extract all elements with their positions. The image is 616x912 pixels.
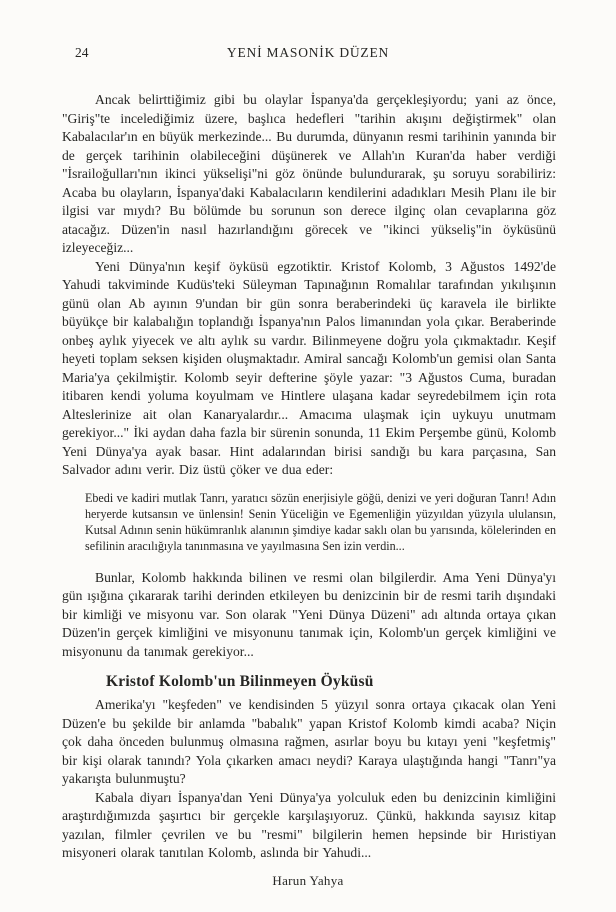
page-header: [0, 45, 616, 65]
page-number: 24: [75, 45, 89, 60]
paragraph-intro-2: Yeni Dünya'nın keşif öyküsü egzotiktir. Kristof Kolomb, 3 Ağustos 1492'de Yahudi takviminde Kudüs'teki Süleyman Tapınağının Romalılar tarafından yıkılışının günü olan Ab ayının 9'undan bir gün sonra beraberindeki üç karavela ile birlikte büyükçe bir kalabalığın toplandığı İspanya'nın Palos limanından yola çıkar. Beraberinde onbeş aylık yiyecek ve altı aylık su vardır. Bilinmeyene doğru yola çıkmaktadır. Keşif heyeti toplam seksen kişiden oluşmaktadır. Amiral sancağı Kolomb'un gemisi olan Santa Maria'ya çekilmiştir. Kolomb seyir defterine şöyle yazar: "3 Ağustos Cuma, buradan itibaren kendi yoluma koyulmam ve Hintlere ulaşana kadar seyredebilmem için rota Alteslerinize ait olan Kanaryalardır... Amacıma ulaşmak için uykuyu unutmam gerekiyor..." İki aydan daha fazla bir sürenin sonunda, 11 Ekim Perşembe günü, Kolomb Yeni Dünya'ya ayak basar. Hint adalarından birisi sandığı bu kara parçasına, San Salvador adını verir. Diz üstü çöker ve dua eder:: [62, 258, 556, 477]
running-title: YENİ MASONİK DÜZEN: [226, 45, 390, 60]
body-text-column: [62, 91, 556, 863]
section-heading: Kristof Kolomb'un Bilinmeyen Öyküsü: [106, 673, 374, 691]
footer-author: Harun Yahya: [272, 873, 344, 888]
paragraph-intro-1: Ancak belirttiğimiz gibi bu olaylar İspanya'da gerçekleşiyordu; yani az önce, "Giriş"te incelediğimiz üzere, başlıca hedefleri "tarihin akışını değiştirmek" olan Kabalacılar'ın en büyük merkezinde... Bu durumda, dünyanın resmi tarihinin yanında bir de gerçek tarihinin olabileceğini düşünerek ve Allah'ın Kuran'da haber verdiği "İsrailoğulları'nın ikinci yükselişi"ni göz önünde bulundurarak, şu soruyu sorabiliriz: Acaba bu olayların, İspanya'daki Kabalacıların kendilerini adadıkları Mesih Planı ile bir ilgisi var mıydı? Bu bölümde bu sorunun son derece ilginç olan cevaplarına göz atacağız. Düzen'in nasıl hazırlandığını görecek ve "ikinci yükseliş"in öyküsünü izleyeceğiz...: [62, 92, 556, 255]
prayer-blockquote: Ebedi ve kadiri mutlak Tanrı, yaratıcı sözün enerjisiyle göğü, denizi ve yeri doğuran Tanrı! Adın heryerde kutsansın ve ünlensin! Senin Yüceliğin ve Egemenliğin yüzyıldan yüzyıla ululansın, Kutsal Adının senin hükümranlık alanının şimdiye kadar saklı olan bu yarısında, kölelerinden en sefilinin aracılığıyla tanınmasına ve yayılmasına Sen izin verdin...: [85, 490, 556, 553]
section-paragraph-2: Kabala diyarı İspanya'dan Yeni Dünya'ya yolculuk eden bu denizcinin kimliğini araştırdığımızda şaşırtıcı bir gerçekle karşılaşıyoruz. Çünkü, hakkında sayısız kitap yazılan, filmler çevrilen ve bu "resmi" bilgilerin hemen hepsinde bir Hıristiyan misyoneri olarak tanıtılan Kolomb, aslında bir Yahudi...: [62, 789, 556, 861]
paragraph-after-quote: Bunlar, Kolomb hakkında bilinen ve resmi olan bilgilerdir. Ama Yeni Dünya'yı gün ışığına çıkararak tarihi derinden etkileyen bu denizcinin bir de resmi tarih dışındaki bir kimliği ve misyonu var. Son olarak "Yeni Dünya Düzeni" adı altında ortaya çıkan Düzen'in gerçek kimliğini ve misyonunu tanımak için, Kolomb'un gerçek kimliğini ve misyonunu da tanımak gerekiyor...: [62, 569, 556, 659]
section-paragraph-1: Amerika'yı "keşfeden" ve kendisinden 5 yüzyıl sonra ortaya çıkacak olan Yeni Düzen'e bu şekilde bir anlamda "babalık" yapan Kristof Kolomb kimdi acaba? Niçin çok daha önceden bulunmuş olmasına rağmen, asırlar boyu bu kıtayı yeni "keşfetmiş" bir kişi olarak tanındı? Yola çıkarken amacı neydi? Karaya ulaştığında hangi "Tanrı"ya yakarışta bulunmuştu?: [62, 697, 556, 787]
page-footer: [0, 873, 616, 889]
